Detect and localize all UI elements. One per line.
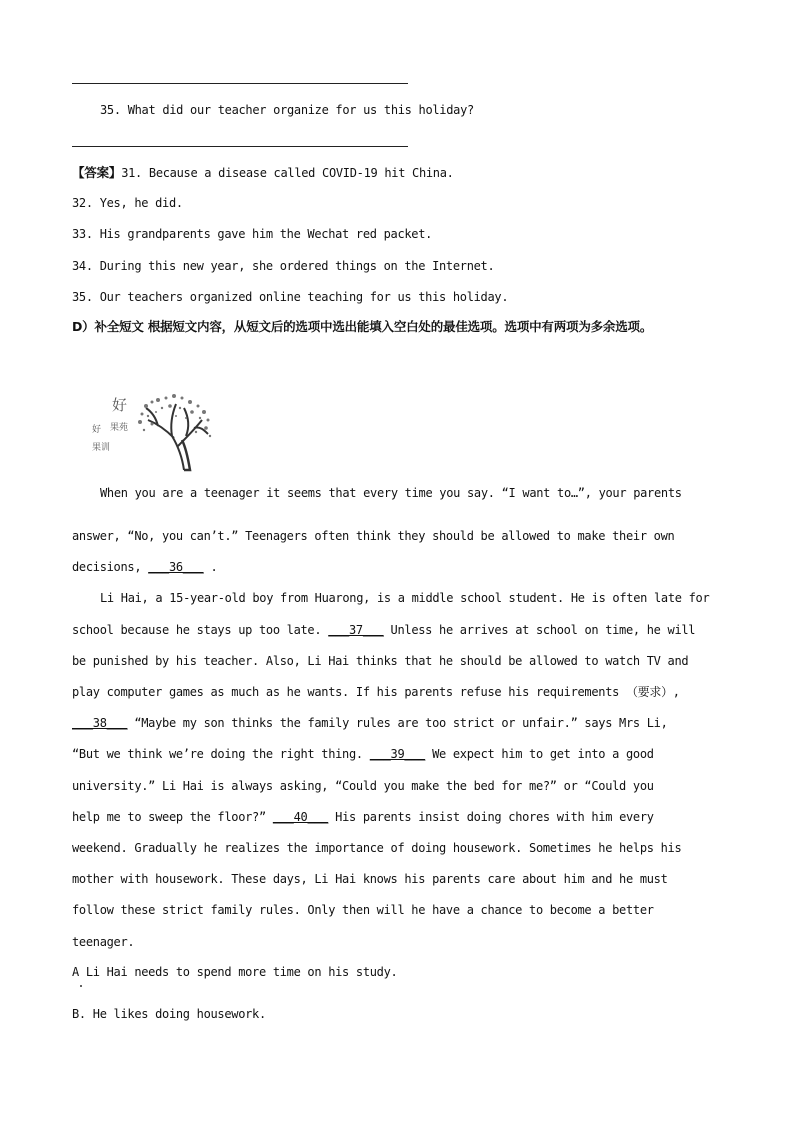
passage-line-4: Li Hai, a 15-year-old boy from Huarong, is a middle school student. He is often late for	[100, 591, 710, 605]
section-d-heading: D）补全短文 根据短文内容，从短文后的选项中选出能填入空白处的最佳选项。选项中有两项为多余选项。	[72, 319, 653, 334]
passage-line-9	[72, 747, 654, 761]
passage-text: We expect him to get into a good	[425, 747, 654, 761]
blank-37: ___37___	[328, 623, 384, 637]
answer-35: 35. Our teachers organized online teaching for us this holiday.	[72, 290, 509, 304]
passage-line-13: mother with housework. These days, Li Hai knows his parents care about him and he must	[72, 872, 668, 886]
passage-line-5	[72, 623, 695, 637]
passage-text: “But we think we’re doing the right thing.	[72, 747, 370, 761]
passage-text: “Maybe my son thinks the family rules are too strict or unfair.” says Mrs Li,	[127, 716, 668, 730]
passage-line-3	[72, 560, 217, 574]
option-a: A Li Hai needs to spend more time on his study.	[72, 965, 398, 979]
option-a-dot	[80, 985, 82, 987]
logo-tree-image	[86, 390, 216, 472]
passage-line-15: teenager.	[72, 935, 135, 949]
logo-char-2: 果苑	[110, 423, 129, 433]
passage-text: .	[203, 560, 218, 574]
blank-38: ___38___	[72, 716, 128, 730]
question-35: 35. What did our teacher organize for us this holiday?	[100, 103, 474, 117]
passage-line-6: be punished by his teacher. Also, Li Hai thinks that he should be allowed to watch TV and	[72, 654, 689, 668]
passage-line-2: answer, “No, you can’t.” Teenagers often think they should be allowed to make their own	[72, 529, 675, 543]
passage-line-11	[72, 810, 654, 824]
answer-32: 32. Yes, he did.	[72, 196, 183, 210]
passage-text: help me to sweep the floor?”	[72, 810, 273, 824]
blank-36: ___36___	[148, 560, 204, 574]
passage-line-7: play computer games as much as he wants. If his parents refuse his requirements （要求）,	[72, 685, 680, 699]
passage-line-10: university.” Li Hai is always asking, “Could you make the bed for me?” or “Could you	[72, 779, 654, 793]
passage-text: Unless he arrives at school on time, he will	[383, 623, 696, 637]
logo-char-3: 好	[92, 425, 102, 435]
logo-char-4: 果训	[92, 443, 111, 453]
answer-33: 33. His grandparents gave him the Wechat red packet.	[72, 227, 433, 241]
logo-char-1: 好	[112, 396, 128, 414]
blank-40: ___40___	[272, 810, 329, 824]
passage-line-14: follow these strict family rules. Only then will he have a chance to become a better	[72, 903, 654, 917]
answer-31: 31. Because a disease called COVID-19 hit China.	[121, 166, 454, 180]
answer-tag: 【答案】	[72, 165, 122, 180]
passage-text: decisions,	[72, 560, 149, 574]
answer-34: 34. During this new year, she ordered things on the Internet.	[72, 259, 495, 273]
option-b: B. He likes doing housework.	[72, 1007, 266, 1021]
passage-line-12: weekend. Gradually he realizes the importance of doing housework. Sometimes he helps his	[72, 841, 682, 855]
passage-line-1: When you are a teenager it seems that every time you say. “I want to…”, your parents	[100, 486, 682, 500]
passage-text: His parents insist doing chores with him every	[328, 810, 654, 824]
answer-line-35	[72, 146, 408, 147]
passage-text: school because he stays up too late.	[72, 623, 329, 637]
answer-line-34	[72, 83, 408, 84]
passage-line-8	[72, 716, 668, 730]
blank-39: ___39___	[369, 747, 426, 761]
answer-31-row	[72, 163, 454, 181]
